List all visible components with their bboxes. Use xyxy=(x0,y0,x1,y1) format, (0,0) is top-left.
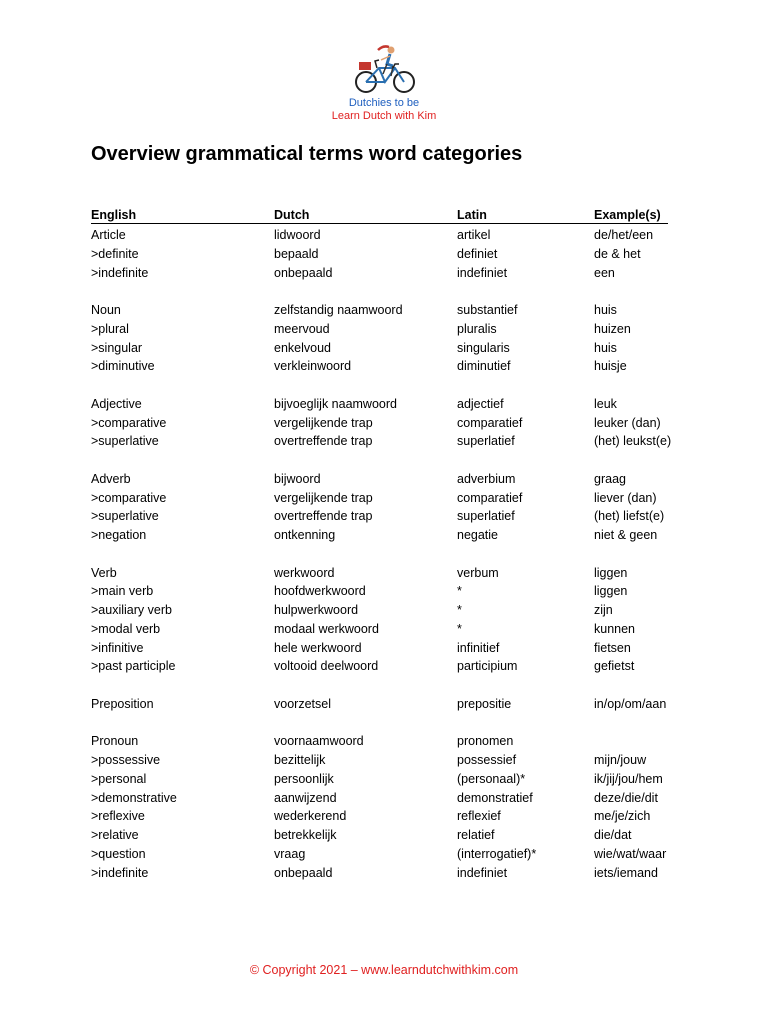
cell-dutch: enkelvoud xyxy=(274,340,331,355)
cell-english: Verb xyxy=(91,565,117,580)
table-row xyxy=(0,790,768,806)
table-row xyxy=(0,396,768,412)
cell-latin: relatief xyxy=(457,828,495,842)
cell-example: wie/wat/waar xyxy=(594,846,667,861)
cell-dutch: hoofdwerkwoord xyxy=(274,584,366,599)
cell-english: >auxiliary verb xyxy=(91,603,172,617)
cell-english: >superlative xyxy=(91,434,159,449)
cell-latin: artikel xyxy=(457,228,491,242)
table-row xyxy=(0,471,768,487)
bicycle-logo-icon xyxy=(353,44,419,98)
cell-english: >personal xyxy=(91,771,147,786)
cell-dutch: ontkenning xyxy=(274,528,336,542)
cell-example: huisje xyxy=(594,359,627,374)
cell-latin: diminutief xyxy=(457,359,511,374)
cell-dutch: overtreffende trap xyxy=(274,434,373,449)
cell-example: leuker (dan) xyxy=(594,415,661,430)
cell-dutch: hulpwerkwoord xyxy=(274,603,359,617)
cell-english: >superlative xyxy=(91,509,159,524)
cell-example: zijn xyxy=(594,603,613,617)
table-row xyxy=(0,771,768,787)
cell-latin: * xyxy=(457,584,462,599)
cell-english: >diminutive xyxy=(91,359,155,374)
cell-dutch: zelfstandig naamwoord xyxy=(274,303,403,317)
table-row xyxy=(0,321,768,337)
cell-latin: pronomen xyxy=(457,734,514,749)
cell-example: liever (dan) xyxy=(594,490,657,505)
cell-latin: indefiniet xyxy=(457,265,508,280)
cell-latin: (personaal)* xyxy=(457,771,526,786)
cell-dutch: onbepaald xyxy=(274,265,333,280)
cell-dutch: bijvoeglijk naamwoord xyxy=(274,396,397,411)
cell-latin: demonstratief xyxy=(457,790,533,805)
cell-dutch: wederkerend xyxy=(274,809,347,824)
table-header xyxy=(0,207,768,223)
cell-latin: comparatief xyxy=(457,490,523,505)
cell-example: iets/iemand xyxy=(594,865,658,880)
cell-dutch: voorzetsel xyxy=(274,696,331,711)
cell-example: (het) liefst(e) xyxy=(594,509,665,524)
cell-english: >singular xyxy=(91,340,143,355)
cell-latin: singularis xyxy=(457,340,510,355)
table-row xyxy=(0,283,768,299)
table-row xyxy=(0,621,768,637)
cell-example: die/dat xyxy=(594,828,632,842)
cell-latin: participium xyxy=(457,659,518,674)
copyright-footer: © Copyright 2021 – www.learndutchwithkim.com xyxy=(249,963,519,977)
table-row xyxy=(0,358,768,374)
table-row xyxy=(0,583,768,599)
cell-dutch: vergelijkende trap xyxy=(274,490,373,505)
cell-english: >comparative xyxy=(91,415,167,430)
table-row xyxy=(0,752,768,768)
cell-english: >possessive xyxy=(91,753,161,767)
brand-tagline: Learn Dutch with Kim xyxy=(331,110,437,122)
table-row xyxy=(0,846,768,862)
page-title: Overview grammatical terms word categories xyxy=(91,143,523,165)
table-row xyxy=(0,415,768,431)
cell-latin: infinitief xyxy=(457,640,500,655)
cell-latin: prepositie xyxy=(457,696,512,711)
cell-example: liggen xyxy=(594,584,628,599)
table-row xyxy=(0,452,768,468)
table-row xyxy=(0,246,768,262)
header-english: English xyxy=(91,208,137,222)
cell-english: >relative xyxy=(91,828,139,842)
cell-english: Noun xyxy=(91,303,121,317)
cell-dutch: bezittelijk xyxy=(274,753,326,767)
cell-latin: possessief xyxy=(457,753,517,767)
cell-english: >reflexive xyxy=(91,809,145,824)
brand-name: Dutchies to be xyxy=(348,97,420,109)
cell-dutch: lidwoord xyxy=(274,228,321,242)
cell-dutch: overtreffende trap xyxy=(274,509,373,524)
table-row xyxy=(0,490,768,506)
cell-dutch: verkleinwoord xyxy=(274,359,352,374)
table-row xyxy=(0,827,768,843)
table-row xyxy=(0,527,768,543)
cell-english: Pronoun xyxy=(91,734,139,749)
cell-dutch: modaal werkwoord xyxy=(274,621,379,636)
table-row xyxy=(0,658,768,674)
cell-dutch: werkwoord xyxy=(274,565,335,580)
table-row xyxy=(0,696,768,712)
cell-latin: * xyxy=(457,603,462,617)
cell-latin: (interrogatief)* xyxy=(457,846,537,861)
table-row xyxy=(0,640,768,656)
table-row xyxy=(0,677,768,693)
table-row xyxy=(0,227,768,243)
cell-example: me/je/zich xyxy=(594,809,651,824)
table-row xyxy=(0,433,768,449)
header-divider xyxy=(91,223,668,224)
cell-english: >demonstrative xyxy=(91,790,177,805)
cell-example: graag xyxy=(594,471,626,486)
cell-latin: reflexief xyxy=(457,809,501,824)
header-latin: Latin xyxy=(457,208,487,222)
table-row xyxy=(0,715,768,731)
cell-example: fietsen xyxy=(594,640,631,655)
cell-example: deze/die/dit xyxy=(594,790,658,805)
cell-example: leuk xyxy=(594,396,617,411)
cell-dutch: voornaamwoord xyxy=(274,734,364,749)
cell-english: >question xyxy=(91,846,146,861)
cell-dutch: betrekkelijk xyxy=(274,828,337,842)
cell-dutch: hele werkwoord xyxy=(274,640,362,655)
cell-latin: negatie xyxy=(457,528,499,542)
cell-example: huizen xyxy=(594,321,631,336)
cell-example: een xyxy=(594,265,615,280)
cell-dutch: voltooid deelwoord xyxy=(274,659,379,674)
table-row xyxy=(0,602,768,618)
cell-english: Adjective xyxy=(91,396,142,411)
cell-example: de/het/een xyxy=(594,228,654,242)
cell-latin: pluralis xyxy=(457,321,497,336)
table-row xyxy=(0,508,768,524)
cell-english: >infinitive xyxy=(91,640,144,655)
cell-example: niet & geen xyxy=(594,528,658,542)
cell-latin: definiet xyxy=(457,246,498,261)
cell-english: Adverb xyxy=(91,471,131,486)
table-row xyxy=(0,565,768,581)
table-row xyxy=(0,546,768,562)
cell-latin: adjectief xyxy=(457,396,504,411)
cell-latin: comparatief xyxy=(457,415,523,430)
table-row xyxy=(0,733,768,749)
cell-dutch: bijwoord xyxy=(274,471,321,486)
cell-example: (het) leukst(e) xyxy=(594,434,672,449)
cell-dutch: vraag xyxy=(274,846,306,861)
cell-english: >plural xyxy=(91,321,129,336)
table-row xyxy=(0,340,768,356)
cell-example: kunnen xyxy=(594,621,636,636)
cell-latin: superlatief xyxy=(457,434,515,449)
cell-english: >negation xyxy=(91,528,147,542)
cell-latin: verbum xyxy=(457,565,499,580)
cell-english: >indefinite xyxy=(91,865,149,880)
cell-english: >definite xyxy=(91,246,139,261)
cell-english: Preposition xyxy=(91,696,154,711)
cell-example: huis xyxy=(594,303,617,317)
cell-latin: adverbium xyxy=(457,471,516,486)
cell-example: gefietst xyxy=(594,659,635,674)
cell-latin: * xyxy=(457,621,462,636)
cell-latin: indefiniet xyxy=(457,865,508,880)
cell-english: >past participle xyxy=(91,659,176,674)
cell-example: de & het xyxy=(594,246,641,261)
table-row xyxy=(0,302,768,318)
cell-example: huis xyxy=(594,340,617,355)
cell-example: liggen xyxy=(594,565,628,580)
cell-dutch: onbepaald xyxy=(274,865,333,880)
cell-example: mijn/jouw xyxy=(594,753,647,767)
cell-dutch: persoonlijk xyxy=(274,771,334,786)
cell-dutch: bepaald xyxy=(274,246,319,261)
cell-example: in/op/om/aan xyxy=(594,696,667,711)
cell-english: >comparative xyxy=(91,490,167,505)
cell-english: Article xyxy=(91,228,126,242)
cell-latin: substantief xyxy=(457,303,518,317)
cell-dutch: meervoud xyxy=(274,321,330,336)
cell-english: >indefinite xyxy=(91,265,149,280)
table-row xyxy=(0,808,768,824)
cell-example: ik/jij/jou/hem xyxy=(594,771,663,786)
cell-english: >modal verb xyxy=(91,621,161,636)
header-dutch: Dutch xyxy=(274,208,310,222)
table-row xyxy=(0,865,768,881)
table-row xyxy=(0,265,768,281)
cell-dutch: aanwijzend xyxy=(274,790,337,805)
header-examples: Example(s) xyxy=(594,208,661,222)
table-row xyxy=(0,377,768,393)
cell-english: >main verb xyxy=(91,584,154,599)
cell-latin: superlatief xyxy=(457,509,515,524)
cell-dutch: vergelijkende trap xyxy=(274,415,373,430)
